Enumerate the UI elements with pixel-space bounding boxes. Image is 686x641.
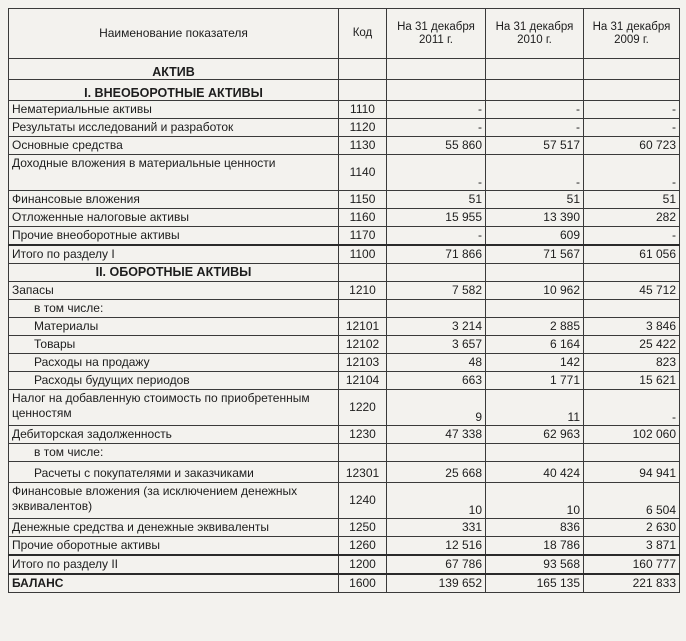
- table-row: [9, 300, 680, 318]
- row-code: 1600: [339, 574, 387, 593]
- row-2010: 13 390: [486, 209, 584, 227]
- row-code: 1200: [339, 555, 387, 574]
- row-2011: 71 866: [387, 245, 486, 264]
- row-code: [339, 300, 387, 318]
- row-name: в том числе:: [9, 444, 339, 462]
- row-code: 12102: [339, 336, 387, 354]
- header-name: Наименование показателя: [9, 9, 339, 59]
- row-name: Налог на добавленную стоимость по приобретенным ценностям: [9, 390, 339, 426]
- row-2011: 331: [387, 519, 486, 537]
- heading-row-aktiv: [9, 59, 680, 80]
- row-2011: 67 786: [387, 555, 486, 574]
- table-row: [9, 119, 680, 137]
- table-row: [9, 137, 680, 155]
- row-code: 1240: [339, 483, 387, 519]
- row-2010: -: [486, 101, 584, 119]
- row-name: Товары: [9, 336, 339, 354]
- table-row: [9, 336, 680, 354]
- row-2009: 6 504: [584, 483, 680, 519]
- row-code: 1100: [339, 245, 387, 264]
- balance-sheet-table: [8, 8, 680, 593]
- row-2011: 10: [387, 483, 486, 519]
- row-2011: 139 652: [387, 574, 486, 593]
- row-name: Нематериальные активы: [9, 101, 339, 119]
- table-row: [9, 354, 680, 372]
- row-2011: 47 338: [387, 426, 486, 444]
- row-2009: 61 056: [584, 245, 680, 264]
- table-row: [9, 390, 680, 426]
- row-2011: 15 955: [387, 209, 486, 227]
- row-2011: -: [387, 119, 486, 137]
- row-2009: 60 723: [584, 137, 680, 155]
- row-code: 1230: [339, 426, 387, 444]
- row-code: 12301: [339, 462, 387, 483]
- heading-aktiv: АКТИВ: [9, 59, 339, 80]
- heading-section1: I. ВНЕОБОРОТНЫЕ АКТИВЫ: [9, 80, 339, 101]
- row-2010: 57 517: [486, 137, 584, 155]
- row-2011: [387, 444, 486, 462]
- row-code: [339, 444, 387, 462]
- table-row: [9, 483, 680, 519]
- row-2011: 7 582: [387, 282, 486, 300]
- row-code: 1120: [339, 119, 387, 137]
- row-2010: -: [486, 155, 584, 191]
- table-row: [9, 444, 680, 462]
- row-2011: 9: [387, 390, 486, 426]
- row-2011: 3 214: [387, 318, 486, 336]
- table-row: [9, 462, 680, 483]
- row-2009: 221 833: [584, 574, 680, 593]
- table-row: [9, 426, 680, 444]
- heading-section2: II. ОБОРОТНЫЕ АКТИВЫ: [9, 264, 339, 282]
- table-row: [9, 209, 680, 227]
- row-name: Финансовые вложения (за исключением денежных эквивалентов): [9, 483, 339, 519]
- row-2009: 51: [584, 191, 680, 209]
- row-code: 12104: [339, 372, 387, 390]
- row-code: 1260: [339, 537, 387, 556]
- row-2010: 93 568: [486, 555, 584, 574]
- row-2011: 55 860: [387, 137, 486, 155]
- row-2009: 2 630: [584, 519, 680, 537]
- row-name: Расчеты с покупателями и заказчиками: [9, 462, 339, 483]
- row-2010: [486, 444, 584, 462]
- row-2011: 48: [387, 354, 486, 372]
- header-2011: На 31 декабря 2011 г.: [387, 9, 486, 59]
- row-name: Материалы: [9, 318, 339, 336]
- table-row-total: [9, 555, 680, 574]
- row-2011: -: [387, 155, 486, 191]
- row-name: Прочие внеоборотные активы: [9, 227, 339, 246]
- row-code: 1140: [339, 155, 387, 191]
- row-2009: -: [584, 119, 680, 137]
- row-code: 1220: [339, 390, 387, 426]
- row-2010: [486, 300, 584, 318]
- row-2010: 2 885: [486, 318, 584, 336]
- row-2011: -: [387, 227, 486, 246]
- row-2009: -: [584, 155, 680, 191]
- row-2009: 823: [584, 354, 680, 372]
- table-row: [9, 537, 680, 556]
- row-name: Расходы будущих периодов: [9, 372, 339, 390]
- table-row-balance: [9, 574, 680, 593]
- row-2009: 45 712: [584, 282, 680, 300]
- table-header-row: [9, 9, 680, 59]
- table-row: [9, 191, 680, 209]
- row-2011: 25 668: [387, 462, 486, 483]
- table-row: [9, 101, 680, 119]
- table-row: [9, 155, 680, 191]
- row-2009: 3 846: [584, 318, 680, 336]
- row-name: Расходы на продажу: [9, 354, 339, 372]
- row-code: 1250: [339, 519, 387, 537]
- row-2010: 836: [486, 519, 584, 537]
- row-name: Итого по разделу II: [9, 555, 339, 574]
- table-row: [9, 227, 680, 246]
- row-2009: 282: [584, 209, 680, 227]
- row-2009: -: [584, 227, 680, 246]
- row-code: 1150: [339, 191, 387, 209]
- row-2010: 6 164: [486, 336, 584, 354]
- row-name: Денежные средства и денежные эквиваленты: [9, 519, 339, 537]
- row-2011: 12 516: [387, 537, 486, 556]
- table-row: [9, 318, 680, 336]
- header-2010: На 31 декабря 2010 г.: [486, 9, 584, 59]
- row-2010: 609: [486, 227, 584, 246]
- heading-row-section1: [9, 80, 680, 101]
- row-2009: [584, 444, 680, 462]
- row-2010: 165 135: [486, 574, 584, 593]
- row-2009: -: [584, 101, 680, 119]
- row-code: 12101: [339, 318, 387, 336]
- row-name: Запасы: [9, 282, 339, 300]
- row-2010: 142: [486, 354, 584, 372]
- row-name: Прочие оборотные активы: [9, 537, 339, 556]
- table-row: [9, 282, 680, 300]
- row-2010: 62 963: [486, 426, 584, 444]
- row-2010: 11: [486, 390, 584, 426]
- row-name: Итого по разделу I: [9, 245, 339, 264]
- row-name: в том числе:: [9, 300, 339, 318]
- row-2011: [387, 300, 486, 318]
- row-2010: 1 771: [486, 372, 584, 390]
- row-2010: -: [486, 119, 584, 137]
- row-2009: [584, 300, 680, 318]
- row-code: 1170: [339, 227, 387, 246]
- row-name: Доходные вложения в материальные ценности: [9, 155, 339, 191]
- row-2010: 10: [486, 483, 584, 519]
- row-2010: 40 424: [486, 462, 584, 483]
- row-2010: 51: [486, 191, 584, 209]
- row-code: 1130: [339, 137, 387, 155]
- row-2011: 3 657: [387, 336, 486, 354]
- table-row: [9, 519, 680, 537]
- row-2010: 10 962: [486, 282, 584, 300]
- header-code: Код: [339, 9, 387, 59]
- row-name: Дебиторская задолженность: [9, 426, 339, 444]
- row-name: Результаты исследований и разработок: [9, 119, 339, 137]
- row-2009: -: [584, 390, 680, 426]
- row-code: 1210: [339, 282, 387, 300]
- heading-row-section2: [9, 264, 680, 282]
- table-row: [9, 372, 680, 390]
- row-code: 1110: [339, 101, 387, 119]
- row-2010: 18 786: [486, 537, 584, 556]
- row-2009: 15 621: [584, 372, 680, 390]
- row-2009: 102 060: [584, 426, 680, 444]
- row-2009: 160 777: [584, 555, 680, 574]
- row-2009: 3 871: [584, 537, 680, 556]
- row-name: Основные средства: [9, 137, 339, 155]
- row-2009: 25 422: [584, 336, 680, 354]
- row-2011: -: [387, 101, 486, 119]
- row-code: 12103: [339, 354, 387, 372]
- row-code: 1160: [339, 209, 387, 227]
- row-name: Отложенные налоговые активы: [9, 209, 339, 227]
- row-name: БАЛАНС: [9, 574, 339, 593]
- row-2011: 51: [387, 191, 486, 209]
- row-2009: 94 941: [584, 462, 680, 483]
- header-2009: На 31 декабря 2009 г.: [584, 9, 680, 59]
- row-2011: 663: [387, 372, 486, 390]
- row-2010: 71 567: [486, 245, 584, 264]
- table-row-total: [9, 245, 680, 264]
- row-name: Финансовые вложения: [9, 191, 339, 209]
